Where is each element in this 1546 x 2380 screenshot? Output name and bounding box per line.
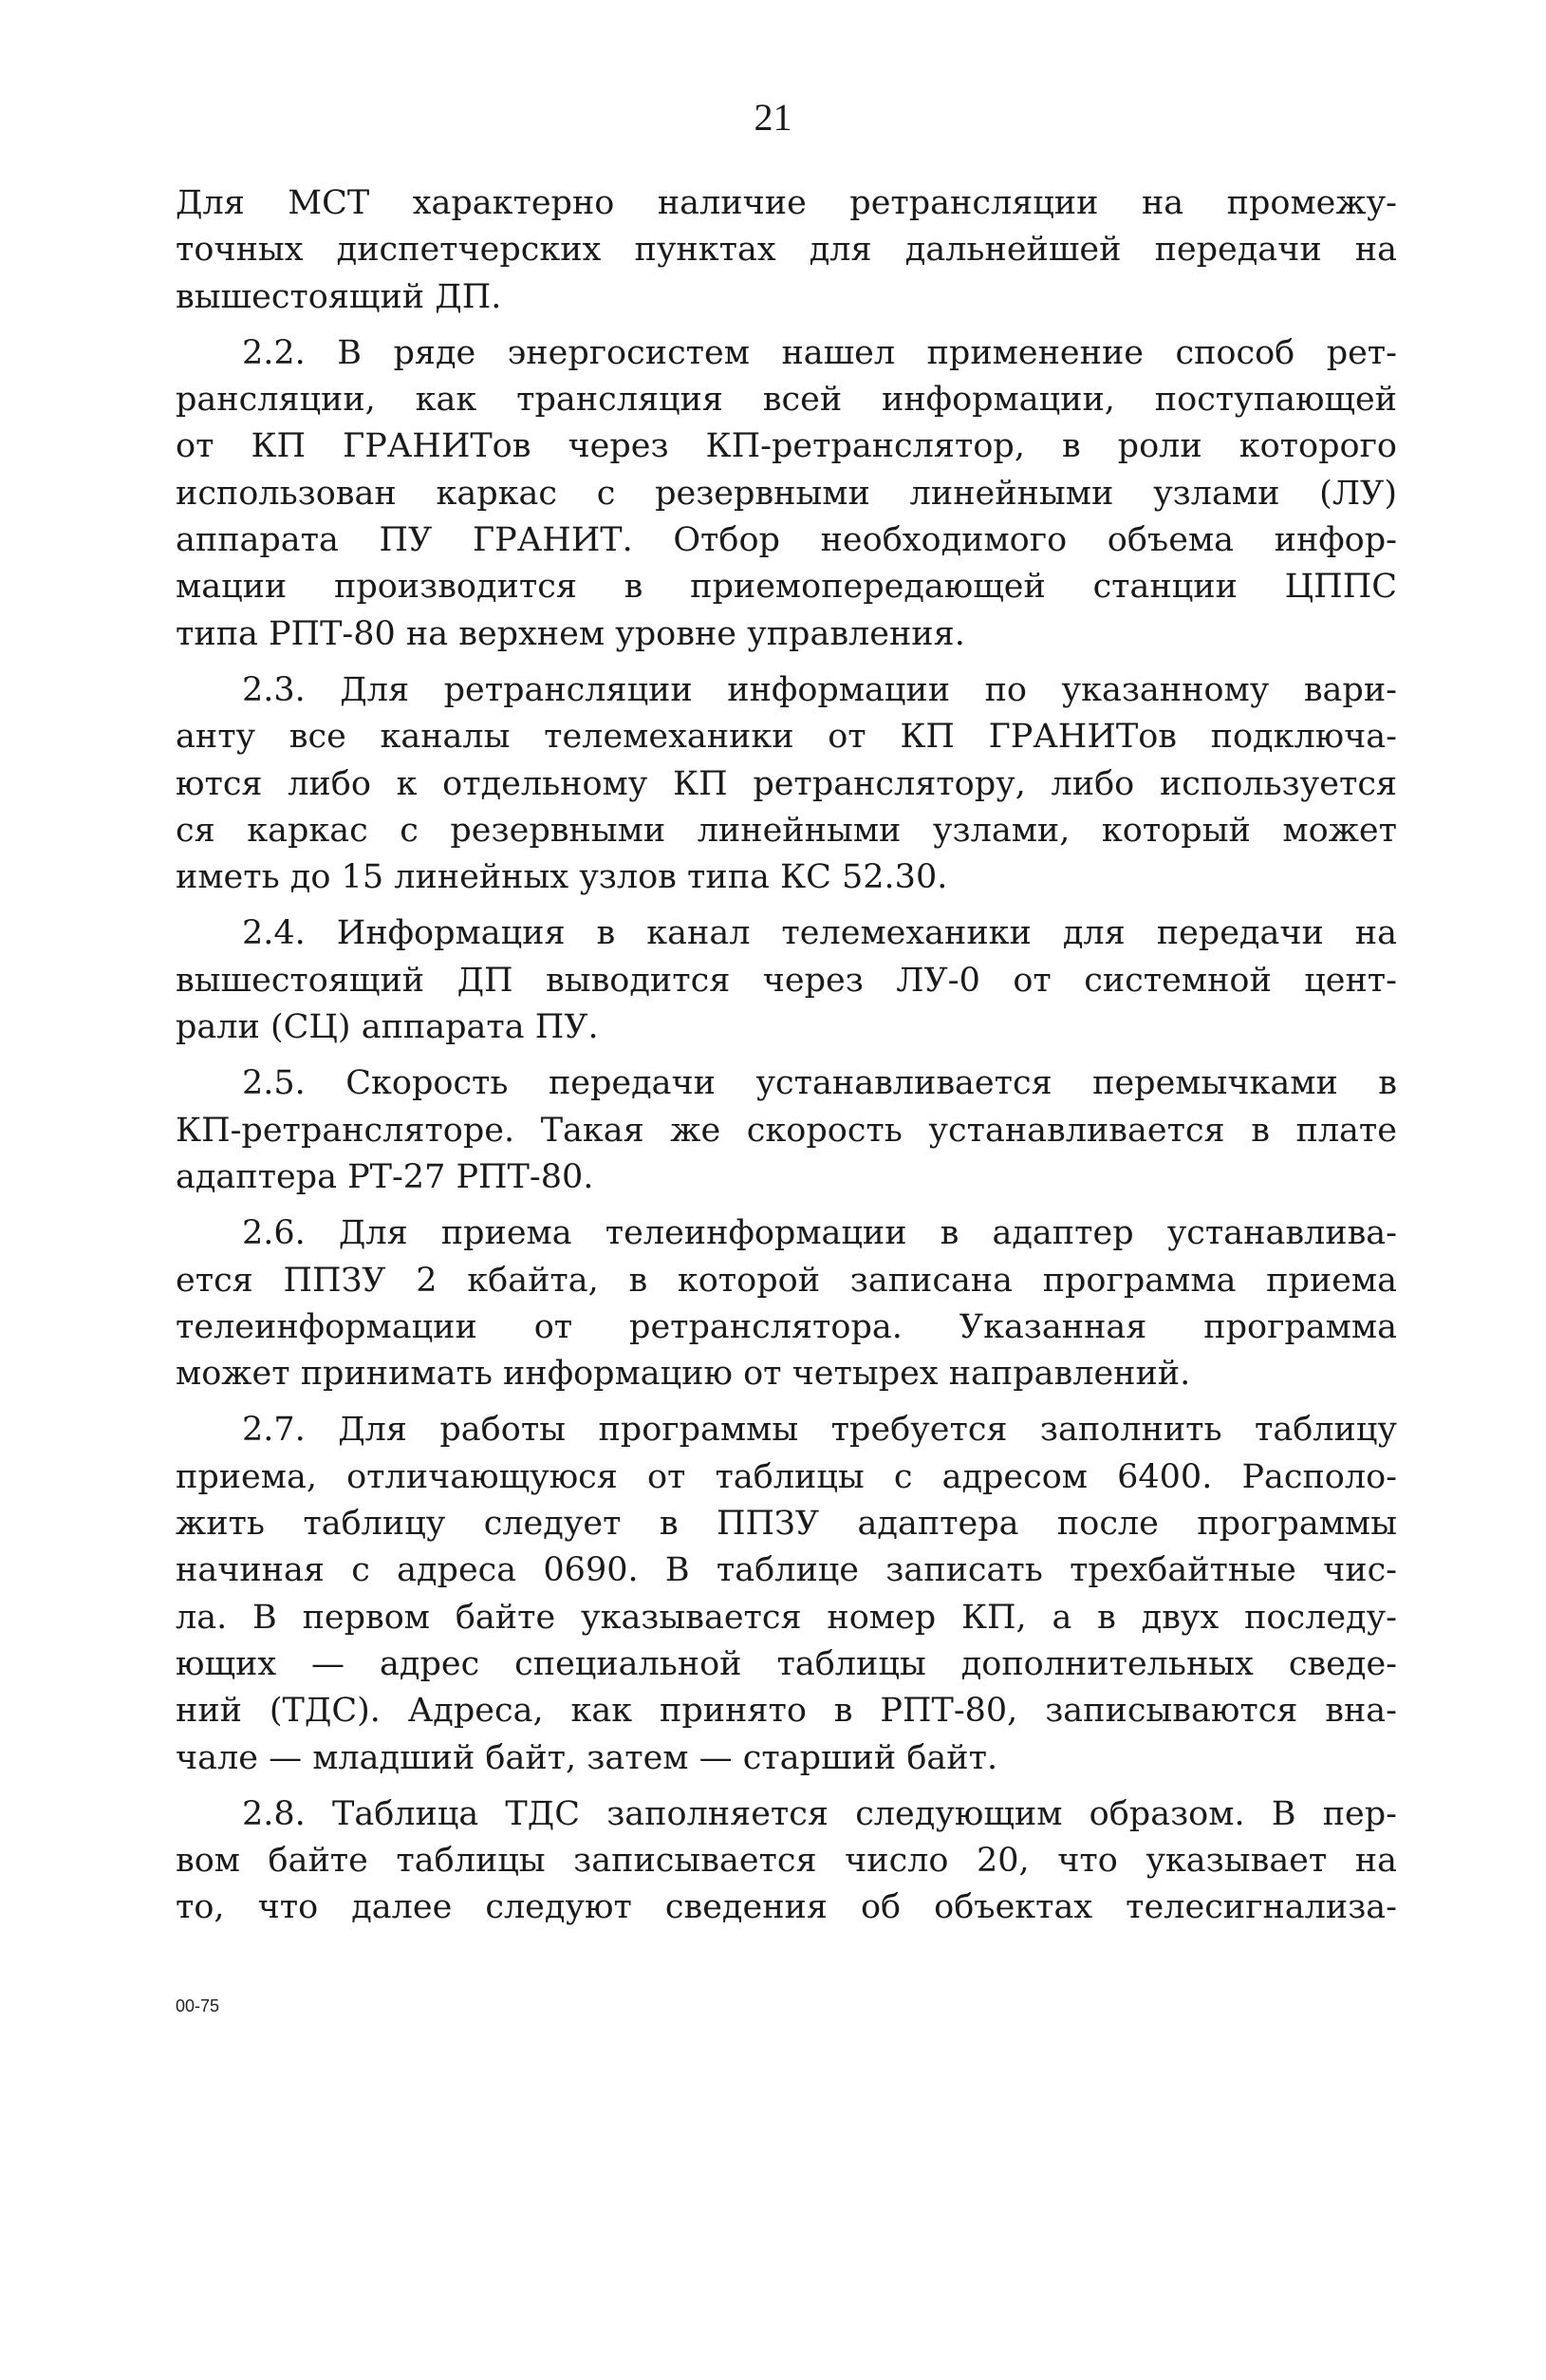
text-line: начиная с адреса 0690. В таблице записать трехбайтные чис- (176, 1551, 1397, 1590)
text-line: вом байте таблицы записывается число 20, что указывает на (176, 1842, 1397, 1881)
text-line: телеинформации от ретранслятора. Указанная программа (176, 1307, 1397, 1346)
text-line: может принимать информацию от четырех направлений. (176, 1355, 1191, 1394)
text-line: приема, отличающуюся от таблицы с адресом 6400. Располо- (176, 1457, 1397, 1496)
text-line: адаптера РТ-27 РПТ-80. (176, 1157, 594, 1196)
text-line: 2.3. Для ретрансляции информации по указанному вари- (242, 670, 1397, 709)
text-line: ющих — адрес специальной таблицы дополнительных сведе- (176, 1644, 1397, 1683)
text-line: ся каркас с резервными линейными узлами, который может (176, 811, 1397, 850)
paragraph-gap (176, 1397, 1397, 1407)
text-line: ний (ТДС). Адреса, как принято в РПТ-80, записываются вна- (176, 1692, 1397, 1731)
paragraph-gap (176, 321, 1397, 330)
paragraph-gap (176, 658, 1397, 667)
text-line: 2.5. Скорость передачи устанавливается перемычками в (242, 1064, 1397, 1103)
text-line: КП-ретрансляторе. Такая же скорость устанавливается в плате (176, 1111, 1397, 1150)
text-line: ется ППЗУ 2 кбайта, в которой записана программа приема (176, 1261, 1397, 1300)
paragraph-gap (176, 1782, 1397, 1791)
text-line: рали (СЦ) аппарата ПУ. (176, 1008, 599, 1047)
text-line: вышестоящий ДП выводится через ЛУ-0 от системной цент- (176, 961, 1397, 1000)
document-body (176, 180, 1397, 1932)
page-number: 21 (754, 96, 792, 139)
text-line: 2.4. Информация в канал телемеханики для передачи на (242, 914, 1397, 953)
text-line: то, что далее следуют сведения об объектах телесигнализа- (176, 1888, 1397, 1927)
text-line: иметь до 15 линейных узлов типа КС 52.30. (176, 858, 948, 897)
text-line: аппарата ПУ ГРАНИТ. Отбор необходимого объема инфор- (176, 521, 1397, 560)
text-line: жить таблицу следует в ППЗУ адаптера после программы (176, 1505, 1397, 1544)
text-line: Для МСТ характерно наличие ретрансляции на промежу- (176, 184, 1397, 222)
text-line: 2.8. Таблица ТДС заполняется следующим образом. В пер- (242, 1794, 1397, 1833)
text-line: 2.6. Для приема телеинформации в адаптер устанавлива- (242, 1214, 1397, 1253)
text-line: чале — младший байт, затем — старший байт. (176, 1738, 998, 1777)
text-line: ются либо к отдельному КП ретранслятору, либо используется (176, 764, 1397, 803)
paragraph-gap (176, 1201, 1397, 1210)
text-line: рансляции, как трансляция всей информации, поступающей (176, 381, 1397, 420)
text-line: 2.2. В ряде энергосистем нашел применение способ рет- (242, 333, 1397, 372)
text-line: точных диспетчерских пунктах для дальнейшей передачи на (176, 231, 1397, 270)
text-line: анту все каналы телемеханики от КП ГРАНИТов подключа- (176, 718, 1397, 757)
text-line: ла. В первом байте указывается номер КП, а в двух последу- (176, 1598, 1397, 1637)
text-line: 2.7. Для работы программы требуется заполнить таблицу (242, 1411, 1397, 1450)
paragraph-gap (176, 901, 1397, 910)
text-line: мации производится в приемопередающей станции ЦППС (176, 568, 1397, 607)
paragraph-gap (176, 1051, 1397, 1060)
text-line: использован каркас с резервными линейными узлами (ЛУ) (176, 474, 1397, 513)
text-line: от КП ГРАНИТов через КП-ретранслятор, в роли которого (176, 427, 1397, 466)
text-line: типа РПТ-80 на верхнем уровне управления. (176, 614, 965, 653)
text-line: вышестоящий ДП. (176, 277, 502, 316)
footer-code: 00-75 (176, 1996, 220, 2015)
